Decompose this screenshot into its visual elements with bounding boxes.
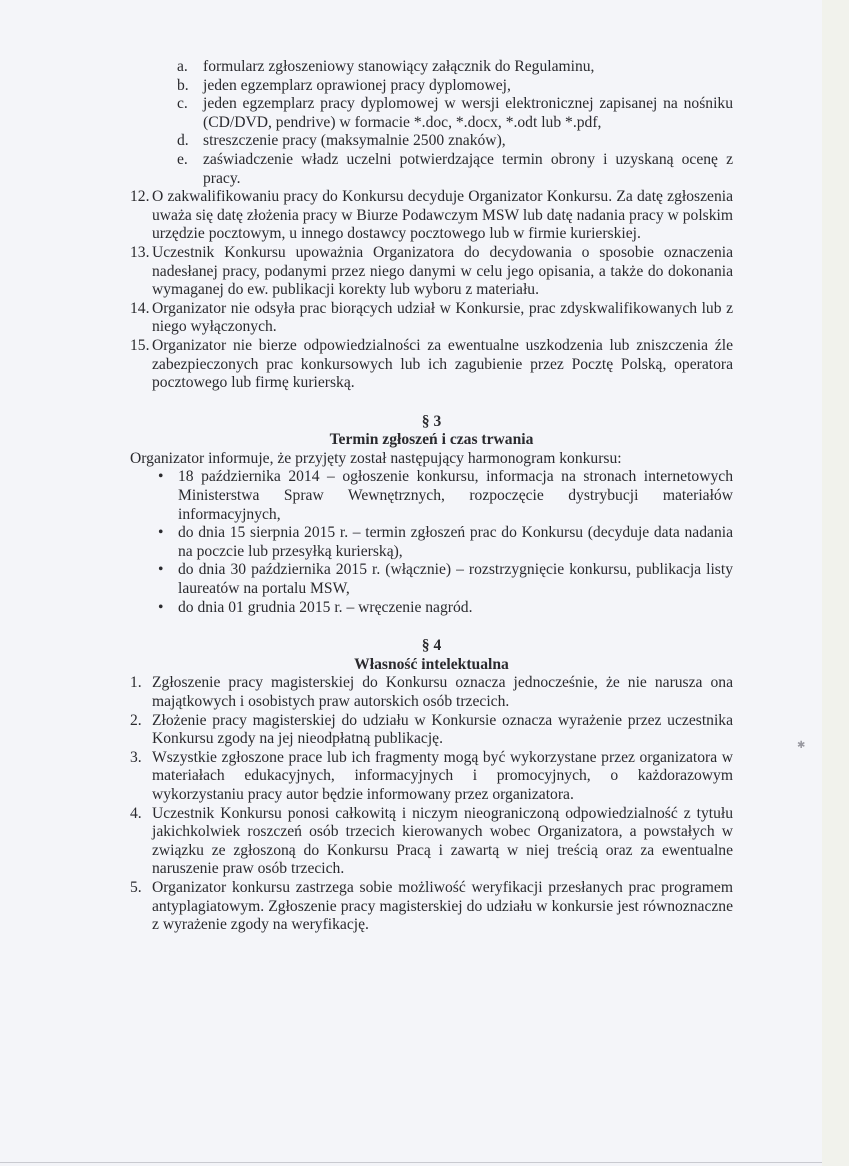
section-3 [130,413,733,618]
clause-marker: 4. [130,804,142,822]
list-text: jeden egzemplarz pracy dyplomowej w wersji elektronicznej zapisanej na nośniku (CD/DVD, pendrive) w formacie *.doc, *.docx, *.odt lub *.pdf, [203,95,733,131]
numbered-points [130,188,733,393]
point-marker: 13. [130,243,150,261]
clause-marker: 3. [130,748,142,766]
scan-speck: ✱ [797,740,806,751]
clause-text: Uczestnik Konkursu ponosi całkowitą i niczym nieograniczoną odpowiedzialność z tytułu jakichkolwiek roszczeń osób trzecich kierowanych wobec Organizatora, a powstałych w związku ze zgłoszoną do Konkursu Pracą i zawartą w niej treścią oraz za ewentualne naruszenie praw osób trzecich. [152,804,733,878]
list-text: formularz zgłoszeniowy stanowiący załącznik do Regulaminu, [203,58,595,75]
schedule-text: do dnia 15 sierpnia 2015 r. – termin zgłoszeń prac do Konkursu (decyduje data nadania na poczcie lub przesyłką kurierską), [178,524,733,560]
schedule-text: 18 października 2014 – ogłoszenie konkursu, informacja na stronach internetowych Ministerstwa Spraw Wewnętrznych, rozpoczęcie dystrybucji materiałów informacyjnych, [178,468,733,523]
point-item [130,244,733,300]
clause-marker: 1. [130,674,142,692]
clause-item [130,805,733,879]
list-marker: a. [177,58,188,75]
schedule-item [154,561,733,598]
clause-marker: 2. [130,711,142,729]
point-marker: 14. [130,299,150,317]
scan-margin [822,0,849,1166]
clause-text: Organizator konkursu zastrzega sobie możliwość weryfikacji przesłanych prac programem antyplagiatowym. Zgłoszenie pracy magisterskiej do udziału w konkursie jest równoznaczne z wyrażenie zgody na weryfikację. [152,878,733,934]
point-text: Organizator nie odsyła prac biorących udział w Konkursie, prac zdyskwalifikowanych lub z niego wyłączonych. [152,299,733,336]
bullet-icon: • [158,561,164,579]
list-marker: d. [177,132,189,150]
point-text: O zakwalifikowaniu pracy do Konkursu decyduje Organizator Konkursu. Za datę zgłoszenia uważa się datę złożenia pracy w Biurze Podawczym MSW lub datę nadania pracy w polskim urzędzie pocztowym, u innego dostawcy pocztowego lub w firmie kurierskiej. [152,188,733,243]
list-marker: b. [177,76,189,94]
attachment-list [130,58,733,188]
schedule-item [154,599,733,618]
section-number: § 3 [421,412,442,430]
bullet-icon: • [158,524,164,542]
list-item [177,58,733,77]
point-item [130,188,733,244]
list-text: jeden egzemplarz oprawionej pracy dyplomowej, [203,76,511,94]
point-text: Uczestnik Konkursu upoważnia Organizatora do decydowania o sposobie oznaczenia nadesłanej pracy, podanymi przez niego danymi w celu jego opisania, a także do dokonania wymaganej do ew. publikacji korekty lub wyboru z materiału. [152,243,733,299]
list-text: zaświadczenie władz uczelni potwierdzające termin obrony i uzyskaną ocenę z pracy. [203,150,733,187]
clause-item [130,749,733,805]
section-4 [130,637,733,935]
list-item [177,132,733,151]
clause-text: Złożenie pracy magisterskiej do udziału w Konkursie oznacza wyrażenie przez uczestnika Konkursu zgody na jej nieodpłatną publikację. [152,711,733,748]
section-number: § 4 [421,637,442,655]
point-text: Organizator nie bierze odpowiedzialności za ewentualne uszkodzenia lub zniszczenia źle zabezpieczonych prac konkursowych lub ich zagubienie przez Pocztę Polską, operatora pocztowego lub firmę kurierską. [152,336,733,392]
list-text: streszczenie pracy (maksymalnie 2500 znaków), [203,132,506,150]
clause-item [130,712,733,749]
section-title: Własność intelektualna [354,655,509,673]
bullet-icon: • [158,468,164,486]
section-title: Termin zgłoszeń i czas trwania [329,431,534,449]
point-item [130,300,733,337]
clause-marker: 5. [130,878,142,896]
point-marker: 12. [130,188,150,206]
list-item [177,77,733,96]
point-item [130,337,733,393]
list-item [177,151,733,188]
clause-text: Wszystkie zgłoszone prace lub ich fragmenty mogą być wykorzystane przez organizatora w materiałach edukacyjnych, informacyjnych i promocyjnych, o każdorazowym wykorzystaniu pracy autor będzie informowany przez organizatora. [152,748,733,803]
document-body [130,58,733,935]
list-marker: c. [177,95,188,113]
schedule-item [154,468,733,524]
section-intro: Organizator informuje, że przyjęty został następujący harmonogram konkursu: [130,449,622,467]
clause-item [130,879,733,935]
schedule-text: do dnia 01 grudnia 2015 r. – wręczenie nagród. [178,598,473,616]
list-item [177,95,733,132]
clause-text: Zgłoszenie pracy magisterskiej do Konkursu oznacza jednocześnie, że nie narusza ona majątkowych i osobistych praw autorskich osób trzecich. [152,674,733,710]
schedule-item [154,524,733,561]
list-marker: e. [177,150,188,168]
bullet-icon: • [158,598,164,616]
point-marker: 15. [130,336,150,354]
clause-item [130,674,733,711]
schedule-text: do dnia 30 października 2015 r. (włącznie) – rozstrzygnięcie konkursu, publikacja listy laureatów na portalu MSW, [178,561,733,598]
